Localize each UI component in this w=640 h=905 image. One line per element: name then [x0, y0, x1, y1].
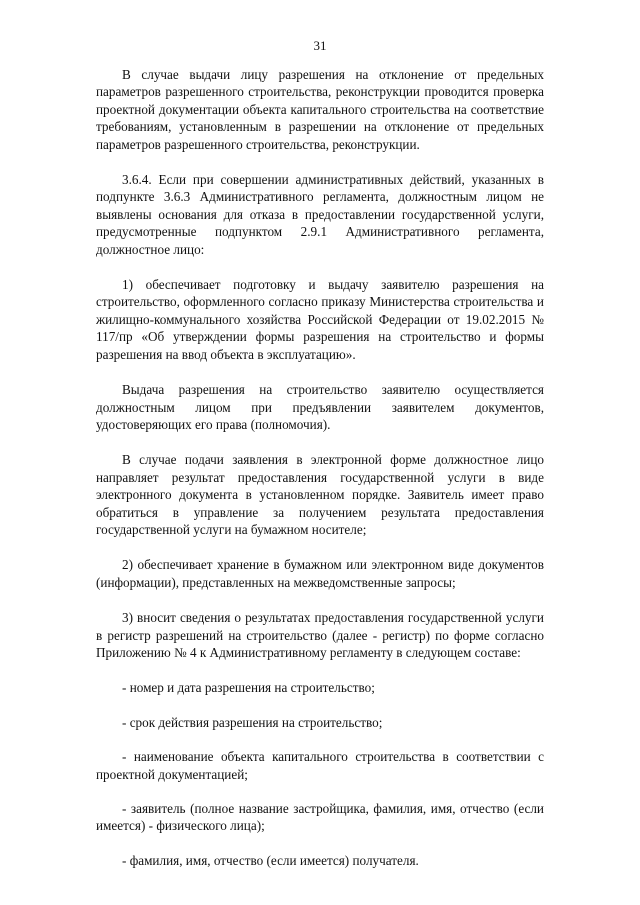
page-number: 31	[313, 38, 327, 53]
list-item-applicant: - заявитель (полное название застройщика, фамилия, имя, отчество (если имеется) - физического лица);	[96, 801, 544, 834]
list-item-object-name: - наименование объекта капитального строительства в соответствии с проектной документацией;	[96, 749, 544, 782]
list-item-number-date: - номер и дата разрешения на строительство;	[122, 680, 375, 696]
paragraph-item-3: 3) вносит сведения о результатах предоставления государственной услуги в регистр разрешений на строительство (далее - регистр) по форме согласно Приложению № 4 к Административному регламенту в следующем составе:	[96, 610, 544, 660]
paragraph-issuance: Выдача разрешения на строительство заявителю осуществляется должностным лицом при предъявлении заявителем документов, удостоверяющих его права (полномочия).	[96, 382, 544, 432]
paragraph-electronic-form: В случае подачи заявления в электронной форме должностное лицо направляет результат предоставления государственной услуги в виде электронного документа в установленном порядке. Заявитель имеет право обратиться в управление за получением результата предоставления государственной услуги на бумажном носителе;	[96, 452, 544, 537]
paragraph-3-6-4: 3.6.4. Если при совершении административных действий, указанных в подпункте 3.6.3 Административного регламента, должностным лицом не выявлены основания для отказа в предоставлении государственной услуги, предусмотренные подпунктом 2.9.1 Административного регламента, должностное лицо:	[96, 172, 544, 257]
list-item-recipient: - фамилия, имя, отчество (если имеется) получателя.	[122, 852, 419, 868]
document-body	[96, 66, 544, 886]
paragraph-item-1: 1) обеспечивает подготовку и выдачу заявителю разрешения на строительство, оформленного согласно приказу Министерства строительства и жилищно-коммунального хозяйства Российской Федерации от 19.02.2015 № 117/пр «Об утверждении формы разрешения на строительство и формы разрешения на ввод объекта в эксплуатацию».	[96, 277, 544, 362]
paragraph-item-2: 2) обеспечивает хранение в бумажном или электронном виде документов (информации), представленных на межведомственные запросы;	[96, 557, 544, 590]
paragraph-deviation-permit: В случае выдачи лицу разрешения на отклонение от предельных параметров разрешенного строительства, реконструкции проводится проверка проектной документации объекта капитального строительства на соответствие требованиям, установленным в разрешении на отклонение от предельных параметров разрешенного строительства, реконструкции.	[96, 67, 544, 152]
list-item-validity: - срок действия разрешения на строительство;	[122, 714, 383, 730]
